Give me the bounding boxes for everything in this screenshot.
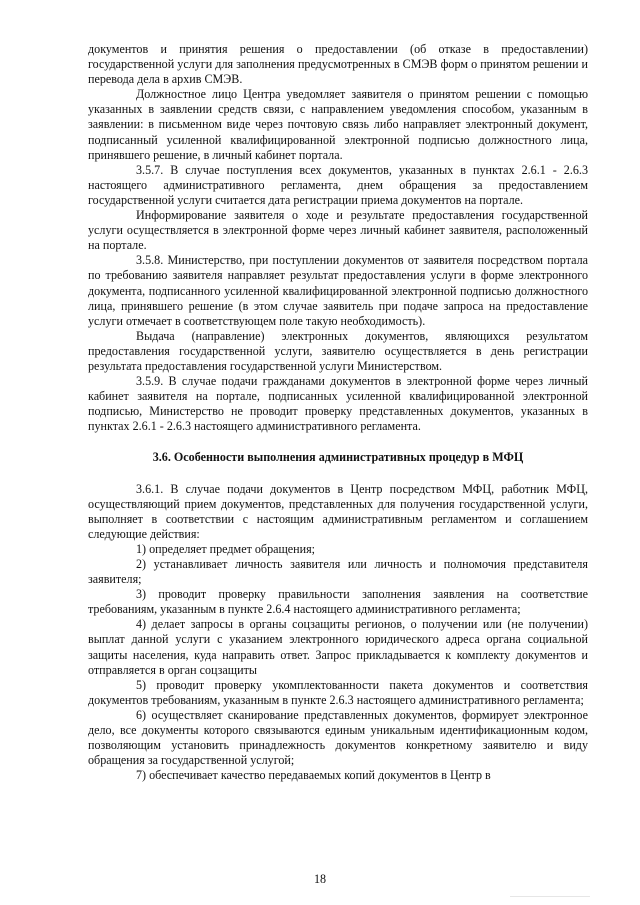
paragraph: Должностное лицо Центра уведомляет заявителя о принятом решении с помощью указанных в заявлении средств связи, с направлением уведомления способом, указанным в заявлении: в письменном виде через почтовую связь либо направляет электронный документ, подписанный усиленной квалифицированной электронной подписью должностного лица, принявшего решение, в личный кабинет портала. bbox=[88, 87, 588, 162]
paragraph: 3.5.9. В случае подачи гражданами документов в электронной форме через личный кабинет заявителя на портале, подписанных усиленной квалифицированной электронной подписью, Министерство не проводит проверку представленных документов, указанных в пунктах 2.6.1 - 2.6.3 настоящего административного регламента. bbox=[88, 374, 588, 434]
paragraph: документов и принятия решения о предоставлении (об отказе в предоставлении) государственной услуги для заполнения предусмотренных в СМЭВ форм о принятом решении и перевода дела в архив СМЭВ. bbox=[88, 42, 588, 87]
paragraph: 3.6.1. В случае подачи документов в Центр посредством МФЦ, работник МФЦ, осуществляющий прием документов, представленных для получения государственной услуги, выполняет в соответствии с настоящим административным регламентом и соглашением следующие действия: bbox=[88, 481, 588, 541]
list-item: 1) определяет предмет обращения; bbox=[136, 541, 316, 556]
list-item: 3) проводит проверку правильности заполнения заявления на соответствие требованиям, указанным в пункте 2.6.4 настоящего административного регламента; bbox=[88, 587, 588, 617]
list-item: 5) проводит проверку укомплектованности пакета документов и соответствия документов требованиям, указанным в пункте 2.6.3 настоящего административного регламента; bbox=[88, 677, 588, 707]
list-item: 2) устанавливает личность заявителя или личность и полномочия представителя заявителя; bbox=[88, 557, 588, 587]
list-item: 6) осуществляет сканирование представленных документов, формирует электронное дело, все документы которого связываются единым уникальным идентификационным кодом, позволяющим установить принадлежность документов конкретному заявителю и виду обращения за государственной услугой; bbox=[88, 707, 588, 768]
list-item: 4) делает запросы в органы соцзащиты регионов, о получении или (не получении) выплат данной услуги с указанием электронного юридического адреса органа социальной защиты населения, куда направить ответ. Запрос прикладывается к комплекту документов и отправляется в орган соцзащиты bbox=[88, 617, 588, 677]
scan-edge-mark bbox=[510, 896, 590, 897]
list-item: 7) обеспечивает качество передаваемых копий документов в Центр в bbox=[136, 768, 491, 783]
paragraph: 3.5.7. В случае поступления всех документов, указанных в пунктах 2.6.1 - 2.6.3 настоящего административного регламента, днем обращения за предоставлением государственной услуги считается дата регистрации приема документов на портале. bbox=[88, 162, 588, 207]
document-body bbox=[88, 42, 588, 783]
section-heading: 3.6. Особенности выполнения административных процедур в МФЦ bbox=[152, 450, 524, 465]
paragraph: 3.5.8. Министерство, при поступлении документов от заявителя посредством портала по требованию заявителя направляет результат предоставления услуги в форме электронного документа, подписанного усиленной квалифицированной электронной подписью должностного лица, принявшего решение (в этом случае заявитель при подаче запроса на предоставление услуги отмечает в соответствующем поле такую необходимость). bbox=[88, 253, 588, 328]
paragraph: Выдача (направление) электронных документов, являющихся результатом предоставления государственной услуги, заявителю осуществляется в день регистрации результата предоставления государственной услуги Министерством. bbox=[88, 328, 588, 373]
page-number: 18 bbox=[313, 872, 327, 886]
paragraph: Информирование заявителя о ходе и результате предоставления государственной услуги осуществляется в электронной форме через личный кабинет заявителя, расположенный на портале. bbox=[88, 208, 588, 253]
